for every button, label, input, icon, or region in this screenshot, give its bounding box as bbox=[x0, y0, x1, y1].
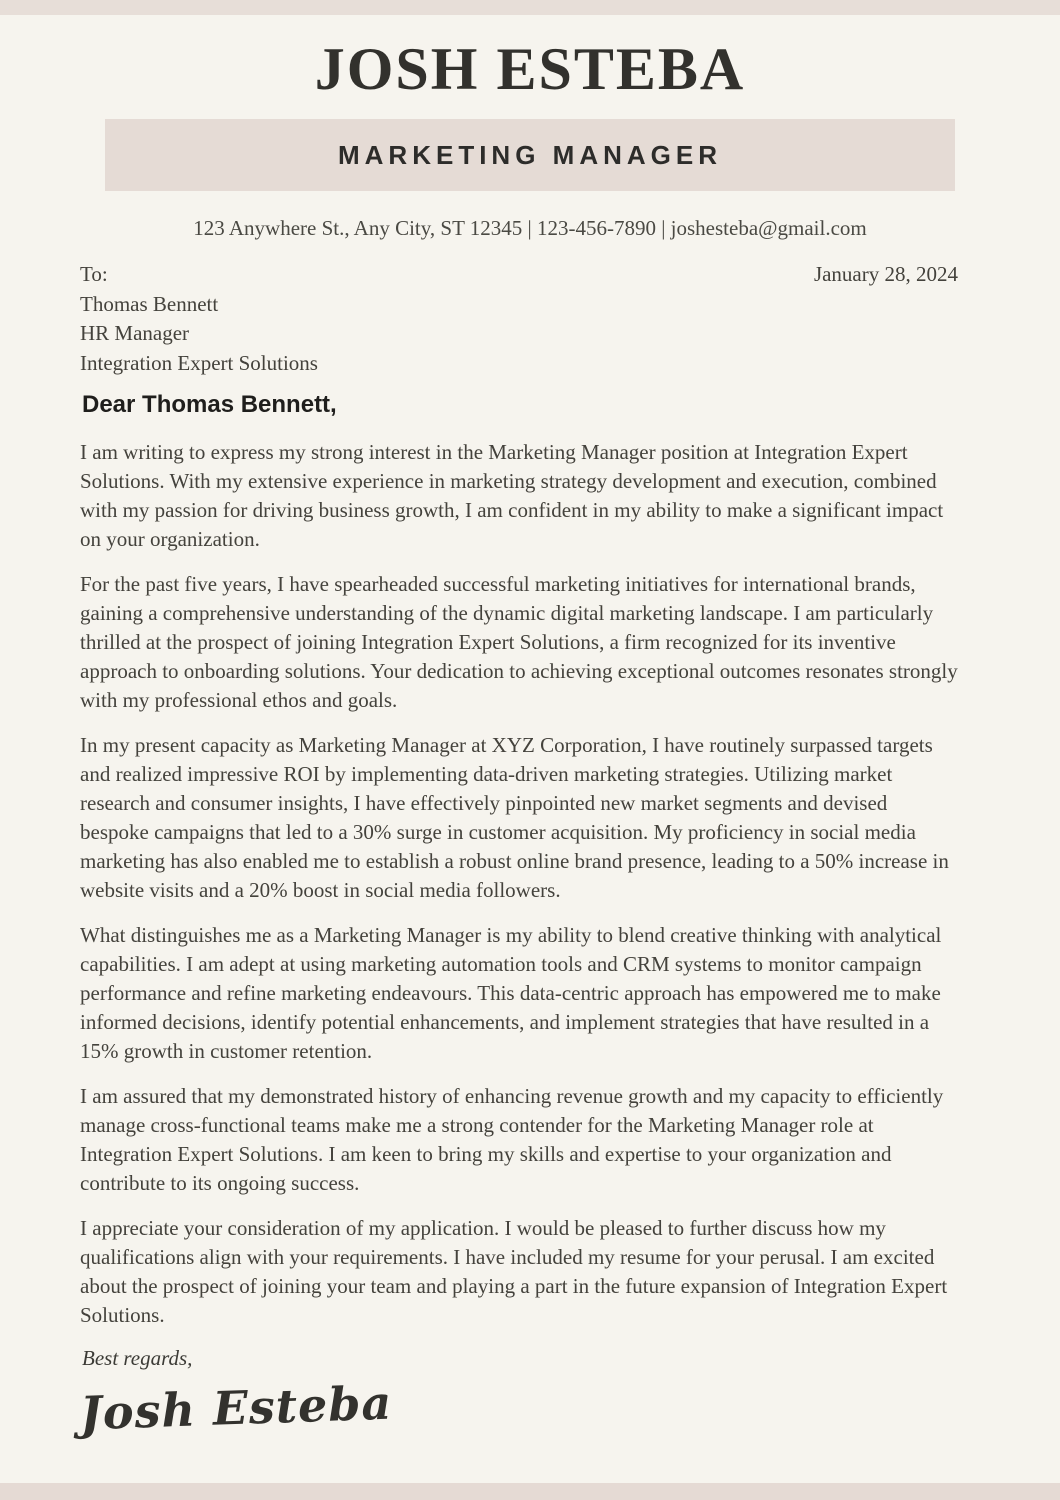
recipient-block bbox=[80, 260, 318, 378]
letter-date: January 28, 2024 bbox=[813, 262, 958, 287]
contact-info: 123 Anywhere St., Any City, ST 12345 | 123-456-7890 | joshesteba@gmail.com bbox=[193, 216, 867, 241]
recipient-row bbox=[80, 260, 958, 378]
recipient-title: HR Manager bbox=[80, 321, 190, 346]
salutation: Dear Thomas Bennett, bbox=[82, 391, 337, 419]
closing-phrase: Best regards, bbox=[82, 1346, 193, 1371]
letter-paragraph: I appreciate your consideration of my application. I would be pleased to further discuss how my qualifications align with your requirements. I have included my resume for your perusal. I am excited about the prospect of joining your team and playing a part in the future expansion of Integration Expert Solutions. bbox=[80, 1216, 948, 1328]
role-band bbox=[105, 119, 955, 191]
applicant-name: JOSH ESTEBA bbox=[314, 36, 746, 102]
letter-paragraph: I am writing to express my strong interest in the Marketing Manager position at Integration Expert Solutions. With my extensive experience in marketing strategy development and execution, combined with my passion for driving business growth, I am confident in my ability to make a significant impact on your organization. bbox=[80, 440, 944, 552]
top-accent-strip bbox=[0, 0, 1060, 15]
signature-text: Josh Esteba bbox=[79, 1375, 394, 1441]
recipient-name: Thomas Bennett bbox=[80, 291, 219, 316]
recipient-label: To: bbox=[80, 262, 108, 287]
bottom-accent-strip bbox=[0, 1483, 1060, 1500]
letter-paragraph: What distinguishes me as a Marketing Manager is my ability to blend creative thinking with analytical capabilities. I am adept at using marketing automation tools and CRM systems to monitor campaign performance and refine marketing endeavours. This data-centric approach has empowered me to make informed decisions, identify potential enhancements, and implement strategies that have resulted in a 15% growth in customer retention. bbox=[80, 923, 942, 1064]
letter-body bbox=[80, 438, 960, 1330]
role-title: MARKETING MANAGER bbox=[338, 139, 722, 170]
letter-paragraph: I am assured that my demonstrated history of enhancing revenue growth and my capacity to efficiently manage cross-functional teams make me a strong contender for the Marketing Manager role at Integration Expert Solutions. I am keen to bring my skills and expertise to your organization and contribute to its ongoing success. bbox=[80, 1084, 944, 1196]
letter-paragraph: In my present capacity as Marketing Manager at XYZ Corporation, I have routinely surpassed targets and realized impressive ROI by implementing data-driven marketing strategies. Utilizing market research and consumer insights, I have effectively pinpointed new market segments and devised bespoke campaigns that led to a 30% surge in customer acquisition. My proficiency in social media marketing has also enabled me to establish a robust online brand presence, leading to a 50% increase in website visits and a 20% boost in social media followers. bbox=[80, 733, 949, 903]
letter-paragraph: For the past five years, I have spearheaded successful marketing initiatives for international brands, gaining a comprehensive understanding of the dynamic digital marketing landscape. I am particularly thrilled at the prospect of joining Integration Expert Solutions, a firm recognized for its inventive approach to onboarding solutions. Your dedication to achieving exceptional outcomes resonates strongly with my professional ethos and goals. bbox=[80, 572, 958, 713]
recipient-company: Integration Expert Solutions bbox=[80, 350, 318, 375]
